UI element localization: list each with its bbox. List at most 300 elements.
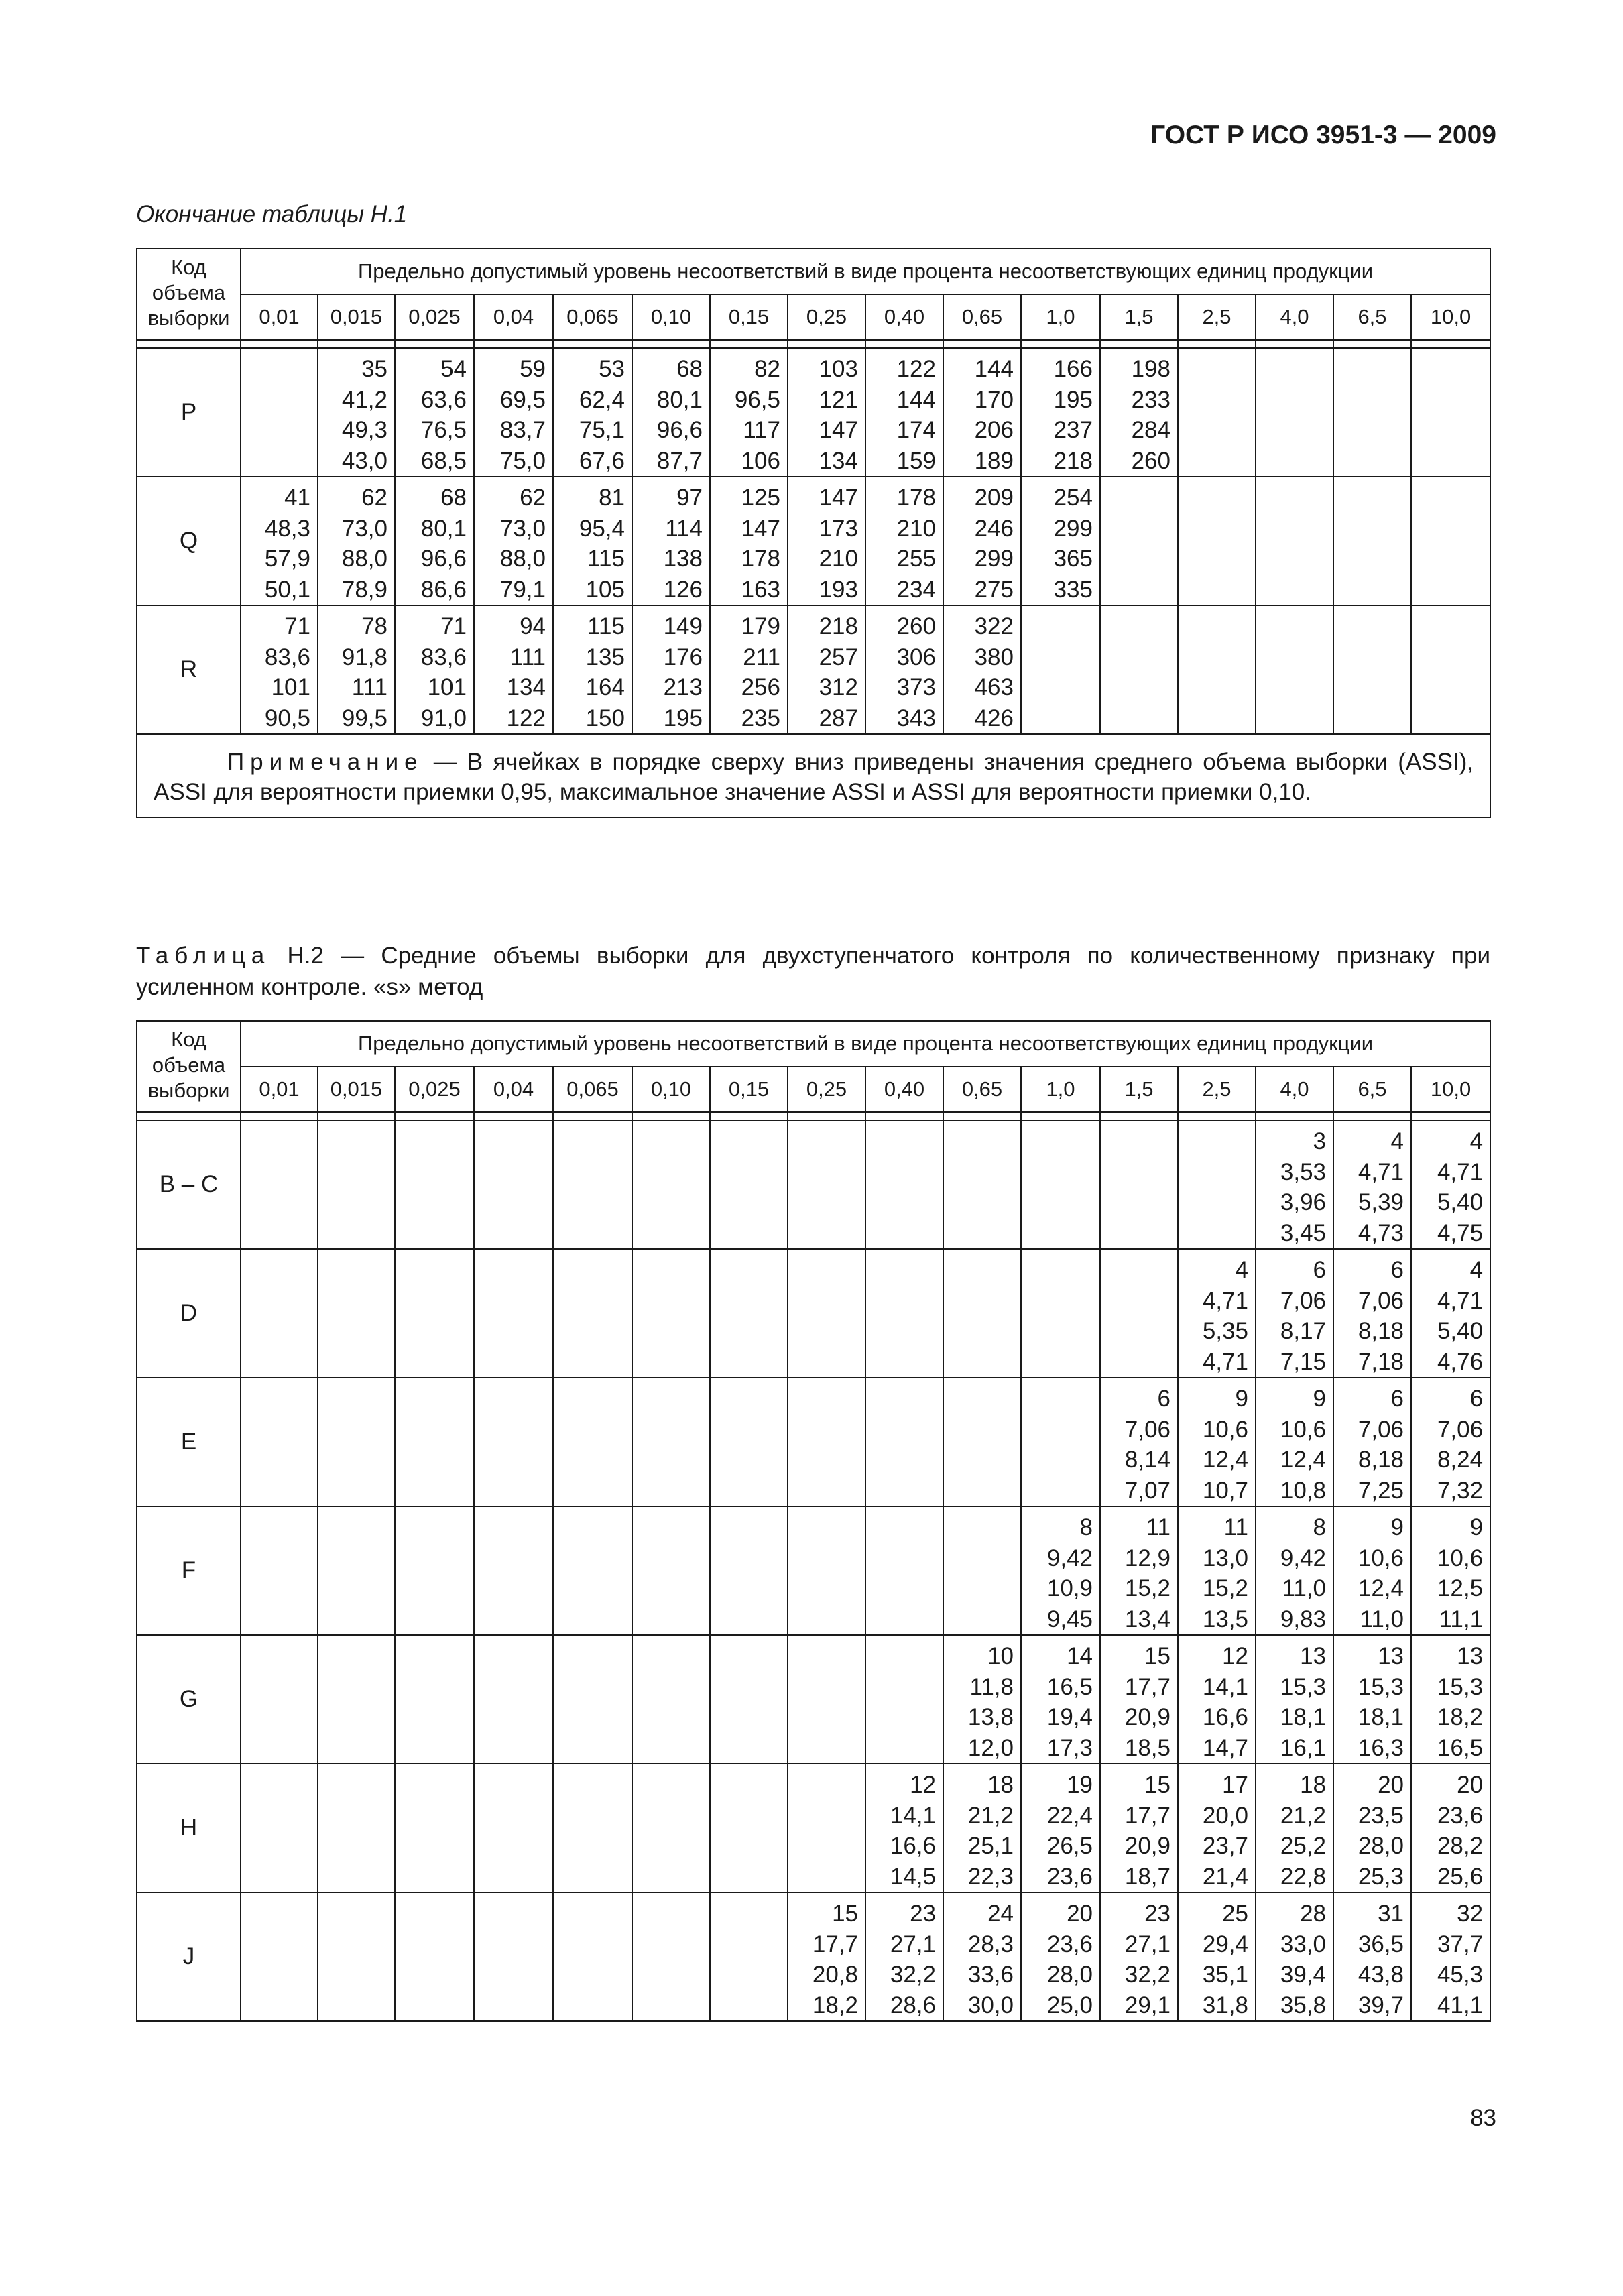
cell-value: 9 [1313, 1386, 1326, 1412]
table-cell [241, 1249, 318, 1378]
table-cell [474, 477, 553, 605]
cell-value: 7,06 [1124, 1416, 1170, 1443]
cell-value: 15,2 [1124, 1575, 1170, 1602]
header-gap-cell [137, 1112, 241, 1120]
document-header: ГОСТ Р ИСО 3951-3 — 2009 [1150, 121, 1496, 149]
table-cell [1100, 1249, 1178, 1378]
header-gap-cell [137, 340, 241, 348]
table-row [137, 605, 1490, 734]
cell-value: 105 [585, 576, 625, 603]
table-cell [395, 1892, 474, 2021]
table-cell [1256, 1120, 1333, 1249]
cell-value: 3,53 [1280, 1158, 1326, 1185]
table-cell [395, 1506, 474, 1635]
cell-value: 53 [599, 356, 625, 382]
table-cell [241, 1892, 318, 2021]
cell-value: 25,2 [1280, 1833, 1326, 1859]
table-cell [318, 1120, 395, 1249]
table-note [137, 734, 1490, 817]
header-gap-cell [1333, 340, 1411, 348]
header-gap-cell [318, 1112, 395, 1120]
cell-value: 99,5 [341, 705, 387, 731]
cell-value: 178 [741, 546, 780, 572]
sample-code-header-line: Код [171, 1028, 206, 1051]
cell-value: 173 [819, 515, 858, 542]
cell-value: 15 [832, 1900, 858, 1927]
table-cell [632, 477, 710, 605]
cell-value: 12,5 [1437, 1575, 1484, 1602]
sample-code: B – C [137, 1120, 241, 1249]
cell-value: 23,6 [1046, 1863, 1093, 1890]
cell-value: 18,2 [812, 1992, 858, 2018]
cell-value: 73,0 [499, 515, 546, 542]
cell-value: 13,5 [1202, 1606, 1248, 1632]
table-cell [1021, 605, 1100, 734]
percent-header: 0,10 [632, 294, 710, 340]
header-gap-cell [1256, 1112, 1333, 1120]
table2-caption-label: Таблица [136, 943, 271, 969]
table-cell [1256, 1506, 1333, 1635]
cell-value: 6 [1390, 1257, 1404, 1283]
cell-value: 11 [1146, 1514, 1170, 1540]
cell-value: 198 [1131, 356, 1170, 382]
header-gap-cell [553, 340, 632, 348]
cell-value: 35,8 [1280, 1992, 1326, 2018]
cell-value: 23,5 [1358, 1802, 1404, 1829]
cell-value: 13 [1300, 1643, 1326, 1669]
cell-value: 178 [896, 485, 936, 511]
percent-header: 6,5 [1333, 294, 1411, 340]
table-cell [632, 1249, 710, 1378]
cell-value: 27,1 [890, 1931, 936, 1957]
table-cell [1100, 1506, 1178, 1635]
table-cell [710, 1378, 788, 1506]
cell-value: 166 [1053, 356, 1093, 382]
table-cell [395, 1378, 474, 1506]
table-cell [632, 1892, 710, 2021]
table-cell [632, 1764, 710, 1892]
cell-value: 322 [974, 613, 1014, 640]
table-cell [1411, 1378, 1490, 1506]
table-cell [1178, 1506, 1256, 1635]
cell-value: 189 [974, 447, 1014, 474]
sample-code-header-line: объема [152, 1053, 226, 1077]
percent-header: 0,10 [632, 1067, 710, 1112]
table-cell [1100, 477, 1178, 605]
cell-value: 101 [427, 674, 467, 701]
table-cell [553, 1120, 632, 1249]
percent-header: 0,15 [710, 1067, 788, 1112]
percent-header: 0,04 [474, 294, 553, 340]
table-cell [474, 1120, 553, 1249]
cell-value: 15,3 [1280, 1673, 1326, 1700]
cell-value: 3 [1313, 1128, 1326, 1154]
table-cell [1021, 348, 1100, 477]
cell-value: 62,4 [579, 386, 625, 413]
cell-value: 163 [741, 576, 780, 603]
table-cell [553, 1378, 632, 1506]
cell-value: 28,6 [890, 1992, 936, 2018]
cell-value: 111 [351, 674, 387, 701]
cell-value: 14,1 [890, 1802, 936, 1829]
percent-header: 0,40 [865, 294, 943, 340]
percent-header: 1,5 [1100, 294, 1178, 340]
header-gap-cell [474, 1112, 553, 1120]
cell-value: 7,07 [1124, 1477, 1170, 1504]
cell-value: 114 [665, 515, 703, 542]
cell-value: 135 [585, 644, 625, 670]
cell-value: 12 [1222, 1643, 1248, 1669]
cell-value: 17,7 [812, 1931, 858, 1957]
table-cell [1411, 605, 1490, 734]
table-cell [632, 1506, 710, 1635]
percent-header: 1,0 [1021, 294, 1100, 340]
sample-code-header-line: выборки [147, 1079, 230, 1102]
cell-value: 69,5 [499, 386, 546, 413]
cell-value: 83,6 [420, 644, 467, 670]
table-cell [318, 1635, 395, 1764]
cell-value: 25,1 [967, 1833, 1014, 1859]
table-cell [474, 1506, 553, 1635]
cell-value: 10,8 [1280, 1477, 1326, 1504]
header-gap-cell [318, 340, 395, 348]
cell-value: 284 [1131, 417, 1170, 443]
cell-value: 4,71 [1437, 1158, 1484, 1185]
cell-value: 10,6 [1437, 1545, 1484, 1571]
table-cell [710, 1892, 788, 2021]
cell-value: 11,0 [1360, 1606, 1404, 1632]
cell-value: 159 [896, 447, 936, 474]
cell-value: 426 [974, 705, 1014, 731]
cell-value: 71 [440, 613, 467, 640]
table-cell [395, 605, 474, 734]
cell-value: 13,0 [1202, 1545, 1248, 1571]
cell-value: 28,0 [1046, 1961, 1093, 1988]
table-cell [474, 1378, 553, 1506]
sample-code: D [137, 1249, 241, 1378]
cell-value: 36,5 [1358, 1931, 1404, 1957]
cell-value: 32,2 [1124, 1961, 1170, 1988]
cell-value: 125 [741, 485, 780, 511]
percent-header: 0,25 [788, 1067, 865, 1112]
cell-value: 41,1 [1437, 1992, 1484, 2018]
table-cell [788, 605, 865, 734]
table-cell [943, 348, 1021, 477]
cell-value: 96,6 [420, 546, 467, 572]
table-cell [553, 1506, 632, 1635]
cell-value: 16,6 [890, 1833, 936, 1859]
cell-value: 21,4 [1202, 1863, 1248, 1890]
cell-value: 233 [1131, 386, 1170, 413]
cell-value: 73,0 [341, 515, 387, 542]
cell-value: 312 [819, 674, 858, 701]
cell-value: 5,35 [1202, 1318, 1248, 1344]
sample-code: Q [137, 477, 241, 605]
cell-value: 7,06 [1437, 1416, 1484, 1443]
table2-caption [136, 940, 1490, 1003]
cell-value: 31,8 [1202, 1992, 1248, 2018]
cell-value: 48,3 [264, 515, 310, 542]
cell-value: 20,9 [1124, 1833, 1170, 1859]
table-cell [1178, 1892, 1256, 2021]
table-cell [1178, 605, 1256, 734]
table-cell [241, 1764, 318, 1892]
sample-code: E [137, 1378, 241, 1506]
table-cell [1021, 1120, 1100, 1249]
percent-header: 0,40 [865, 1067, 943, 1112]
percent-row [137, 294, 1490, 340]
cell-value: 18,1 [1358, 1704, 1404, 1730]
table-row [137, 348, 1490, 477]
cell-value: 17,7 [1124, 1802, 1170, 1829]
table-cell [943, 1635, 1021, 1764]
cell-value: 20,0 [1202, 1802, 1248, 1829]
cell-value: 8,18 [1358, 1447, 1404, 1473]
cell-value: 14,5 [890, 1863, 936, 1890]
cell-value: 91,0 [420, 705, 467, 731]
table-cell [553, 477, 632, 605]
header-gap-cell [1178, 340, 1256, 348]
table2 [136, 1020, 1491, 2022]
table-cell [943, 1378, 1021, 1506]
cell-value: 6 [1157, 1386, 1170, 1412]
table-cell [1256, 1249, 1333, 1378]
header-gap-cell [241, 340, 318, 348]
sample-code: P [137, 348, 241, 477]
cell-value: 365 [1053, 546, 1093, 572]
table-cell [710, 348, 788, 477]
cell-value: 16,5 [1437, 1734, 1484, 1761]
table-cell [1021, 1506, 1100, 1635]
cell-value: 149 [663, 613, 703, 640]
page-number: 83 [1470, 2105, 1496, 2131]
cell-value: 33,0 [1280, 1931, 1326, 1957]
cell-value: 9,45 [1046, 1606, 1093, 1632]
header-gap-cell [553, 1112, 632, 1120]
table-cell [632, 605, 710, 734]
cell-value: 25,0 [1046, 1992, 1093, 2018]
table-cell [865, 1249, 943, 1378]
table-cell [318, 1506, 395, 1635]
header-gap-cell [788, 1112, 865, 1120]
table-cell [865, 1764, 943, 1892]
table-cell [1256, 348, 1333, 477]
cell-value: 18,7 [1124, 1863, 1170, 1890]
cell-value: 260 [1131, 447, 1170, 474]
cell-value: 87,7 [656, 447, 703, 474]
cell-value: 218 [819, 613, 858, 640]
table-cell [632, 1635, 710, 1764]
cell-value: 13 [1457, 1643, 1484, 1669]
cell-value: 11,1 [1439, 1606, 1484, 1632]
table-cell [318, 1378, 395, 1506]
cell-value: 62 [361, 485, 387, 511]
percent-header: 2,5 [1178, 1067, 1256, 1112]
table-cell [632, 1120, 710, 1249]
cell-value: 103 [819, 356, 858, 382]
cell-value: 57,9 [264, 546, 310, 572]
cell-value: 111 [509, 644, 546, 670]
cell-value: 15,2 [1202, 1575, 1248, 1602]
header-gap-cell [632, 340, 710, 348]
cell-value: 13,8 [967, 1704, 1014, 1730]
cell-value: 75,1 [579, 417, 625, 443]
cell-value: 23 [910, 1900, 936, 1927]
cell-value: 96,5 [734, 386, 780, 413]
table-cell [1021, 477, 1100, 605]
table-cell [553, 348, 632, 477]
cell-value: 373 [896, 674, 936, 701]
table-cell [710, 1120, 788, 1249]
cell-value: 39,7 [1358, 1992, 1404, 2018]
cell-value: 22,4 [1046, 1802, 1093, 1829]
table-row [137, 1635, 1490, 1764]
table-cell [632, 1378, 710, 1506]
cell-value: 122 [506, 705, 546, 731]
table-cell [1333, 1378, 1411, 1506]
cell-value: 12,4 [1202, 1447, 1248, 1473]
header-gap-cell [710, 340, 788, 348]
cell-value: 255 [896, 546, 936, 572]
table-cell [395, 1635, 474, 1764]
cell-value: 90,5 [264, 705, 310, 731]
table-cell [1100, 1892, 1178, 2021]
cell-value: 49,3 [341, 417, 387, 443]
cell-value: 28 [1300, 1900, 1326, 1927]
table-cell [943, 605, 1021, 734]
cell-value: 147 [819, 417, 858, 443]
cell-value: 26,5 [1046, 1833, 1093, 1859]
cell-value: 11,0 [1282, 1575, 1326, 1602]
cell-value: 8,17 [1280, 1318, 1326, 1344]
cell-value: 7,15 [1280, 1348, 1326, 1375]
table-cell [1411, 1249, 1490, 1378]
header-gap-cell [1021, 1112, 1100, 1120]
table-cell [1256, 1635, 1333, 1764]
table-row [137, 1378, 1490, 1506]
cell-value: 16,1 [1280, 1734, 1326, 1761]
cell-value: 4,75 [1437, 1219, 1484, 1246]
table-cell [865, 1378, 943, 1506]
cell-value: 32 [1457, 1900, 1484, 1927]
table-cell [943, 1249, 1021, 1378]
table-cell [865, 1506, 943, 1635]
cell-value: 41,2 [341, 386, 387, 413]
table-cell [553, 1764, 632, 1892]
table-cell [1333, 1764, 1411, 1892]
cell-value: 4,71 [1358, 1158, 1404, 1185]
percent-header: 1,0 [1021, 1067, 1100, 1112]
cell-value: 234 [896, 576, 936, 603]
table-cell [395, 1764, 474, 1892]
percent-header: 0,025 [395, 294, 474, 340]
cell-value: 176 [663, 644, 703, 670]
table-cell [474, 1249, 553, 1378]
cell-value: 68 [440, 485, 467, 511]
cell-value: 82 [754, 356, 780, 382]
cell-value: 12,4 [1280, 1447, 1326, 1473]
cell-value: 23,7 [1202, 1833, 1248, 1859]
cell-value: 134 [506, 674, 546, 701]
percent-header: 0,065 [553, 294, 632, 340]
sample-code-header-line: Код [171, 255, 206, 279]
sample-code: R [137, 605, 241, 734]
table-cell [1333, 605, 1411, 734]
table-cell [1333, 1120, 1411, 1249]
cell-value: 10,6 [1280, 1416, 1326, 1443]
table-cell [1100, 1120, 1178, 1249]
table1 [136, 248, 1491, 818]
cell-value: 179 [741, 613, 780, 640]
cell-value: 7,06 [1358, 1416, 1404, 1443]
sample-code: J [137, 1892, 241, 2021]
cell-value: 88,0 [341, 546, 387, 572]
table-cell [241, 348, 318, 477]
table-cell [865, 605, 943, 734]
percent-header: 0,01 [241, 294, 318, 340]
cell-value: 15,3 [1437, 1673, 1484, 1700]
table-cell [1256, 477, 1333, 605]
sample-code-header [137, 249, 241, 340]
header-gap-cell [865, 340, 943, 348]
cell-value: 96,6 [656, 417, 703, 443]
table-cell [241, 1506, 318, 1635]
table-cell [865, 1120, 943, 1249]
table-cell [710, 1764, 788, 1892]
table-cell [710, 605, 788, 734]
table-cell [1333, 348, 1411, 477]
header-gap-cell [1256, 340, 1333, 348]
table-cell [1178, 348, 1256, 477]
percent-header: 0,015 [318, 1067, 395, 1112]
cell-value: 7,18 [1358, 1348, 1404, 1375]
table-cell [1178, 1764, 1256, 1892]
table-cell [632, 348, 710, 477]
cell-value: 11,8 [969, 1673, 1014, 1700]
table-cell [943, 1892, 1021, 2021]
cell-value: 25,3 [1358, 1863, 1404, 1890]
cell-value: 8,24 [1437, 1447, 1484, 1473]
cell-value: 16,6 [1202, 1704, 1248, 1730]
table-cell [1178, 1249, 1256, 1378]
cell-value: 91,8 [341, 644, 387, 670]
table-cell [710, 1506, 788, 1635]
cell-value: 5,40 [1437, 1318, 1484, 1344]
cell-value: 14,1 [1202, 1673, 1248, 1700]
table-cell [865, 348, 943, 477]
cell-value: 213 [663, 674, 703, 701]
table-cell [1411, 477, 1490, 605]
table-cell [1100, 348, 1178, 477]
table-row [137, 1764, 1490, 1892]
cell-value: 3,45 [1280, 1219, 1326, 1246]
table-cell [788, 1764, 865, 1892]
table-cell [865, 477, 943, 605]
cell-value: 164 [585, 674, 625, 701]
cell-value: 126 [663, 576, 703, 603]
cell-value: 9 [1235, 1386, 1248, 1412]
table-cell [788, 1378, 865, 1506]
table2-caption-text: Н.2 — Средние объемы выборки для двухступенчатого контроля по количественному признаку при усиленном контроле. «s» метод [136, 943, 1490, 1000]
table-row [137, 1120, 1490, 1249]
cell-value: 7,25 [1358, 1477, 1404, 1504]
cell-value: 10 [987, 1643, 1014, 1669]
cell-value: 10,7 [1202, 1477, 1248, 1504]
cell-value: 9,42 [1280, 1545, 1326, 1571]
cell-value: 28,0 [1358, 1833, 1404, 1859]
cell-value: 150 [585, 705, 625, 731]
table-cell [474, 1635, 553, 1764]
